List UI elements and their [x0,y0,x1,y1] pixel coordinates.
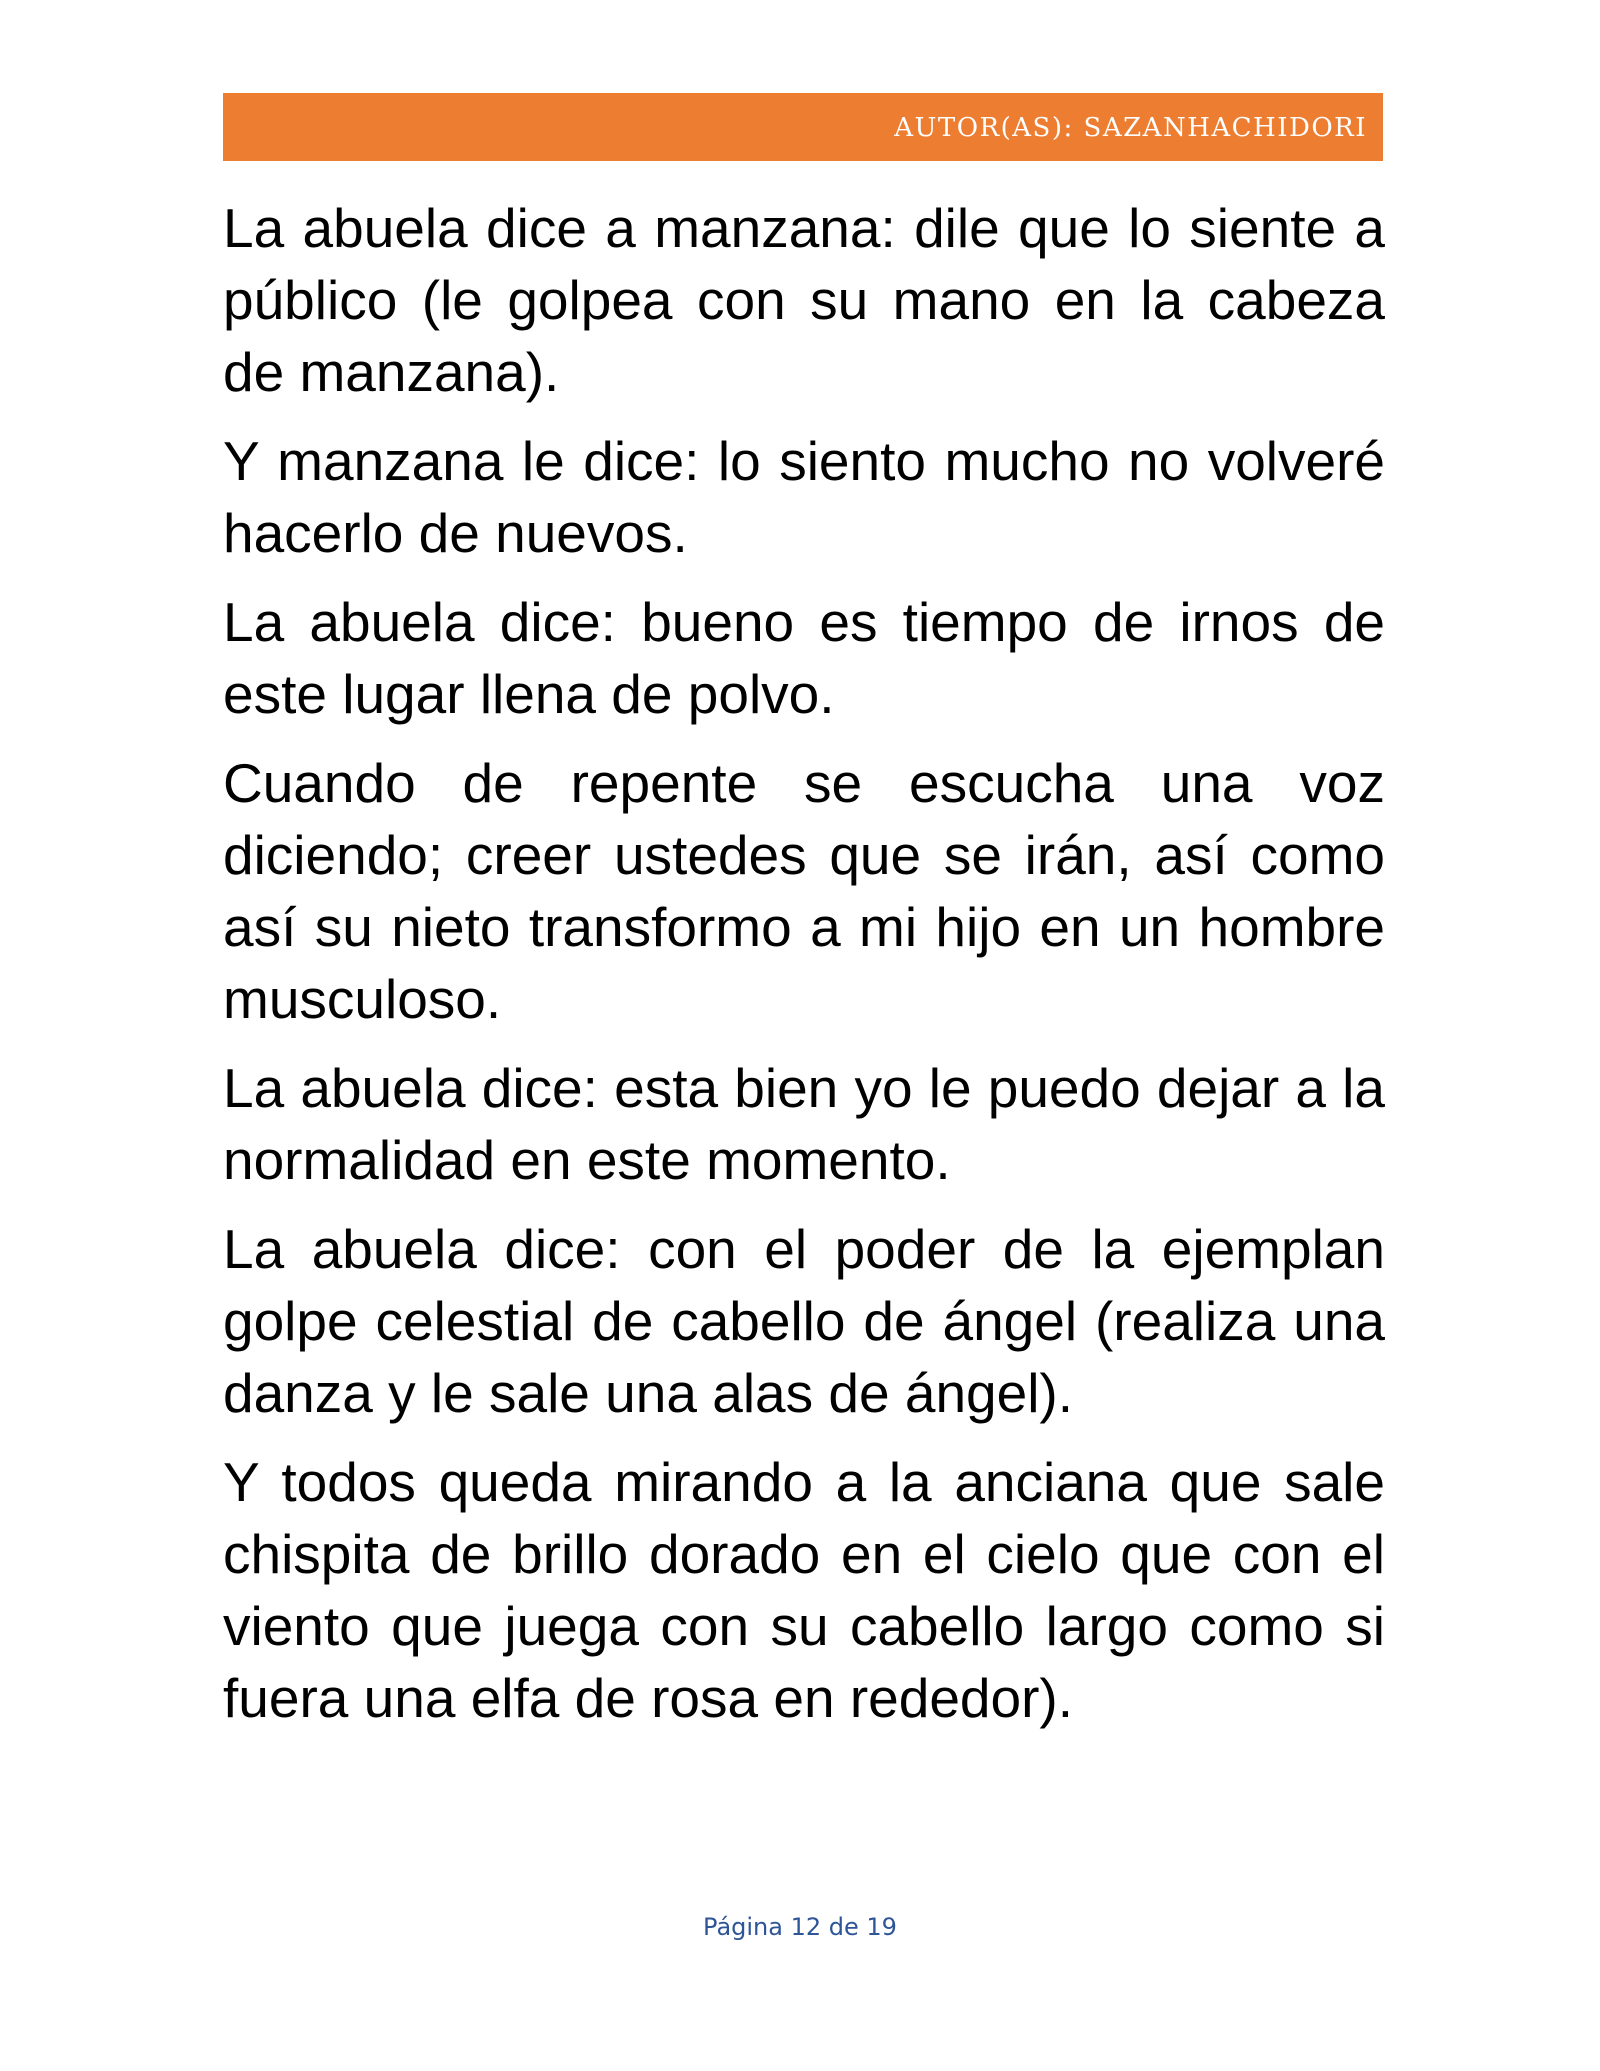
paragraph: La abuela dice: con el poder de la ejemplan golpe celestial de cabello de ángel (realiza una danza y le sale una alas de ángel). [223,1218,1385,1424]
header-bar [223,93,1383,161]
author-header: AUTOR(AS): SAZANHACHIDORI [894,113,1367,143]
paragraph: La abuela dice: bueno es tiempo de irnos de este lugar llena de polvo. [223,591,1385,725]
page-body [223,192,1385,1751]
paragraph: La abuela dice: esta bien yo le puedo dejar a la normalidad en este momento. [223,1057,1385,1191]
paragraph: Y todos queda mirando a la anciana que sale chispita de brillo dorado en el cielo que con el viento que juega con su cabello largo como si fuera una elfa de rosa en rededor). [223,1451,1385,1729]
page-number: Página 12 de 19 [703,1913,897,1941]
paragraph: Y manzana le dice: lo siento mucho no volveré hacerlo de nuevos. [223,430,1385,564]
paragraph: Cuando de repente se escucha una voz diciendo; creer ustedes que se irán, así como así su nieto transformo a mi hijo en un hombre musculoso. [223,752,1385,1030]
paragraph: La abuela dice a manzana: dile que lo siente a público (le golpea con su mano en la cabeza de manzana). [223,197,1385,403]
